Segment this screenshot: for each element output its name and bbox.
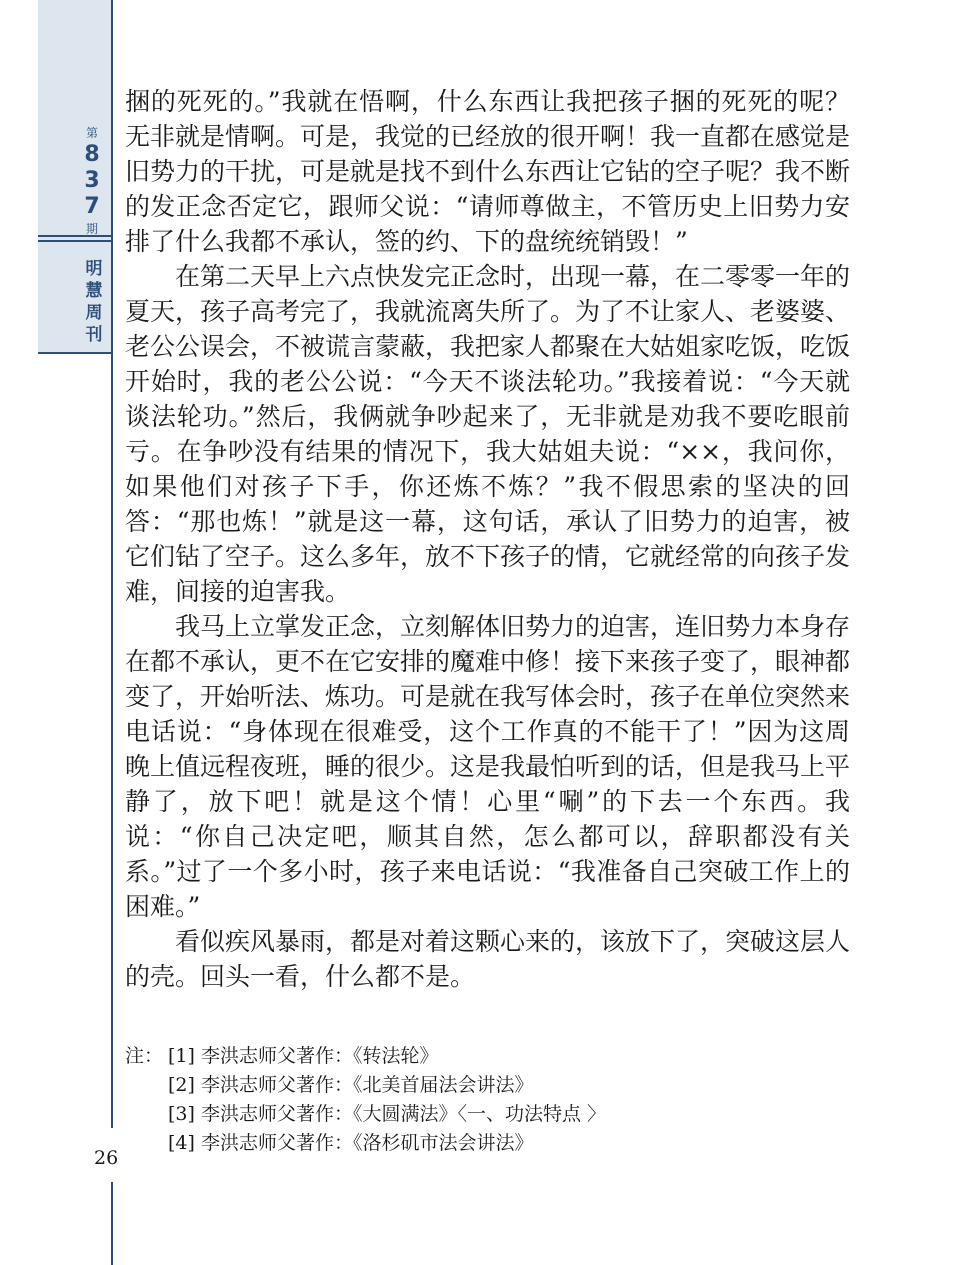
issue-digit: 7: [84, 194, 100, 219]
paragraph: 我马上立掌发正念，立刻解体旧势力的迫害，连旧势力本身存在都不承认，更不在它安排的魔难中修！接下来孩子变了，眼神都变了，开始听法、炼功。可是就在我写体会时，孩子在单位突然来电话说：“身体现在很难受，这个工作真的不能干了！”因为这周晚上值远程夜班，睡的很少。这是我最怕听到的话，但是我马上平静了，放下吧！就是这个情！心里“唰”的下去一个东西。我说：“你自己决定吧，顺其自然，怎么都可以，辞职都没有关系。”过了一个多小时，孩子来电话说：“我准备自己突破工作上的困难。”: [125, 612, 851, 921]
issue-suffix: 期: [85, 222, 98, 236]
paragraph: 看似疾风暴雨，都是对着这颗心来的，该放下了，突破这层人的壳。回头一看，什么都不是。: [125, 927, 851, 991]
issue-prefix: 第: [85, 126, 98, 140]
paragraph: 在第二天早上六点快发完正念时，出现一幕，在二零零一年的夏天，孩子高考完了，我就流离失所了。为了不让家人、老婆婆、老公公误会，不被谎言蒙蔽，我把家人都聚在大姑姐家吃饭，吃饭开始时，我的老公公说：“今天不谈法轮功。”我接着说：“今天就谈法轮功。”然后，我俩就争吵起来了，无非就是劝我不要吃眼前亏。在争吵没有结果的情况下，我大姑姐夫说：“××，我问你，如果他们对孩子下手，你还炼不炼？”我不假思索的坚决的回答：“那也炼！”就是这一幕，这句话，承认了旧势力的迫害，被它们钻了空子。这么多年，放不下孩子的情，它就经常的向孩子发难，间接的迫害我。: [125, 262, 851, 606]
margin-line-top: [111, 0, 113, 1128]
sidebar-divider-2: [38, 240, 111, 242]
article-body: [125, 84, 850, 994]
publication-char: 周: [85, 303, 103, 323]
issue-number: [78, 124, 106, 238]
publication-char: 明: [85, 259, 103, 279]
margin-line-bottom: [111, 1182, 113, 1265]
footnote: [125, 1071, 850, 1100]
paragraph: 捆的死死的。”我就在悟啊，什么东西让我把孩子捆的死死的呢？无非就是情啊。可是，我觉的已经放的很开啊！我一直都在感觉是旧势力的干扰，可是就是找不到什么东西让它钻的空子呢？我不断的发正念否定它，跟师父说：“请师尊做主，不管历史上旧势力安排了什么我都不承认，签的约、下的盘统统销毁！”: [125, 87, 851, 256]
footnote: [125, 1042, 850, 1071]
issue-digit: 8: [84, 142, 100, 167]
footnote-prefix: 注：: [125, 1045, 164, 1067]
footnote: [125, 1100, 850, 1129]
publication-name: [82, 258, 106, 346]
issue-digit: 3: [84, 168, 100, 193]
footnote-text: [1] 李洪志师父著作：《转法轮》: [168, 1045, 439, 1067]
footnotes: [125, 1042, 850, 1158]
footnote-text: [4] 李洪志师父著作：《洛杉矶市法会讲法》: [168, 1132, 534, 1154]
footnote-text: [2] 李洪志师父著作：《北美首届法会讲法》: [168, 1074, 534, 1096]
publication-char: 刊: [85, 325, 103, 345]
publication-char: 慧: [85, 281, 103, 301]
footnote-text: [3] 李洪志师父著作：《大圆满法》〈一、功法特点 〉: [168, 1103, 606, 1125]
sidebar-bottom-rule: [38, 352, 111, 354]
footnote: [125, 1129, 850, 1158]
page-number: 26: [94, 1147, 119, 1169]
